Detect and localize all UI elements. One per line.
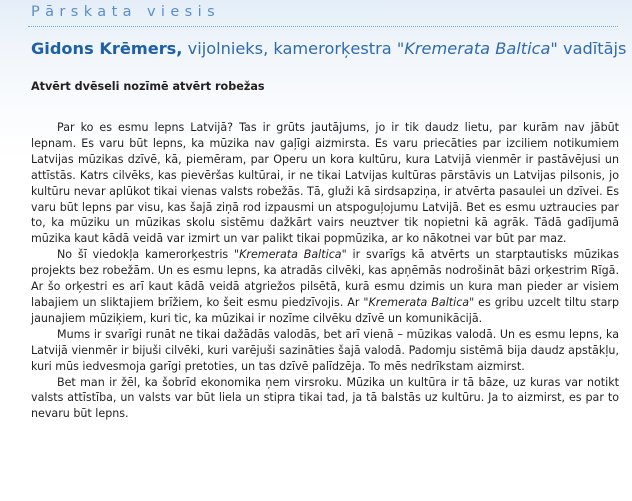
paragraph (31, 375, 619, 423)
paragraph (31, 327, 619, 375)
author-line (31, 39, 626, 58)
paragraph-text: Mums ir svarīgi runāt ne tikai dažādās valodās, bet arī vienā – mūzikas valodā. Un es esmu lepns, ka Latvijā vienmēr ir bijuši cilvēki, kuri varējuši sazināties šajā valodā. Padomju sistēmā bija daudz apstākļu, kuri mūs iedvesmoja garīgi pretoties, un tas dzīvē palīdzēja. To mēs nedrīkstam aizmirst. (31, 327, 619, 373)
page (28, 0, 627, 501)
paragraph (31, 120, 619, 247)
article-body (31, 120, 619, 422)
section-header: Pārskata viesis (31, 4, 221, 20)
article-title: Atvērt dvēseli nozīmē atvērt robežas (31, 80, 265, 93)
author-role (182, 39, 626, 58)
author-role-suffix: " vadītājs (550, 39, 627, 58)
paragraph-text: " es gribu uzcelt tiltu starp jaunajiem mūziķiem, kuri tic, ka mūzikai ir nozīme cilvēku dzīvē un komunikācijā. (31, 295, 619, 325)
ensemble-name: Kremerata Baltica (404, 39, 551, 58)
paragraph (31, 247, 619, 327)
paragraph-text: " ir svarīgs kā atvērts un starptautisks mūzikas projekts bez robežām. Un es esmu lepns, ka atradās cilvēki, kas apņēmās nodrošināt bāzi orķestrim Rīgā. Ar šo orķestri es arī kaut kādā veidā atgriežos pilsētā, kurā esmu dzimis un kura man pieder ar visiem labajiem un sliktajiem brīžiem, ko šeit esmu piedzīvojis. Ar " (31, 248, 620, 309)
paragraph-text: Par ko es esmu lepns Latvijā? Tas ir grūts jautājums, jo ir tik daudz lietu, par kurām nav jābūt lepnam. Es varu būt lepns, ka mūzika nav gaļīgi aizmirsta. Es varu priecāties par izciliem notikumiem Latvijas mūzikas dzīvē, kā, piemēram, par Operu un kora kultūru, kura Latvijā vienmēr ir pastāvējusi un attīstās. Katrs cilvēks, kas pievēršas kultūrai, ir ne tikai Latvijas kultūras pārstāvis un Latvijas pilsonis, jo kultūru nevar aplūkot tikai vienas valsts robežās. Tā, gluži kā sirdsapziņa, ir atvērta pasaulei un dzīvei. Es varu būt lepns par visu, kas šajā ziņā rod izpausmi un atspoguļojumu Latvijā. Bet es esmu uztraucies par to, ka mūziku un mūzikas skolu sistēmu dažkārt vairs neuztver tik nopietni kā agrāk. Tādā gadījumā mūzika kaut kādā veidā var izmirt un var palikt tikai popmūzika, ar ko nākotnei var būt par maz. (31, 121, 619, 246)
ensemble-name-inline: Kremerata Baltica (368, 295, 470, 309)
author-name: Gidons Krēmers, (31, 39, 183, 58)
paragraph-text: Bet man ir žēl, ka šobrīd ekonomika ņem virsroku. Mūzika un kultūra ir tā bāze, uz kuras var notikt valsts attīstība, un valsts var būt liela un stipra tikai tad, ja tā balstās uz kultūru. Ja to aizmirst, es par to nevaru būt lepns. (31, 375, 619, 421)
header-divider (28, 26, 618, 27)
ensemble-name-inline: Kremerata Baltica (239, 248, 342, 262)
author-role-prefix: vijolnieks, kamerorķestra " (182, 39, 405, 58)
paragraph-text: No šī viedokļa kamerorķestris " (57, 248, 240, 262)
